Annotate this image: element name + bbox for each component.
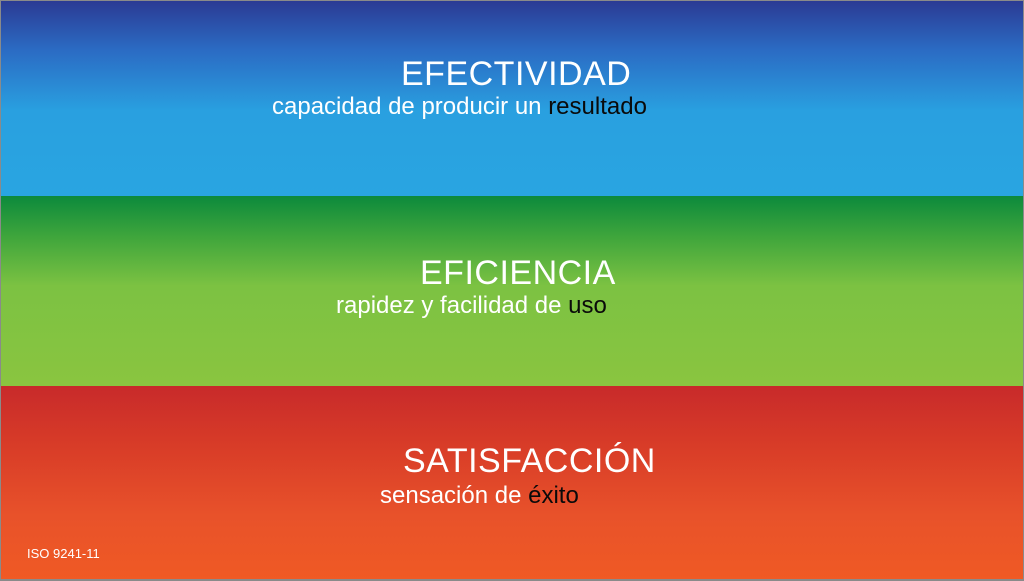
effectiveness-subtitle-key: resultado <box>548 93 647 120</box>
effectiveness-subtitle-lead: capacidad de producir un <box>272 93 549 120</box>
satisfaction-subtitle-key: éxito <box>528 482 579 509</box>
iso-reference-footnote: ISO 9241-11 <box>27 546 100 561</box>
effectiveness-subtitle <box>272 95 647 119</box>
satisfaction-title: SATISFACCIÓN <box>403 442 656 480</box>
efficiency-subtitle <box>336 294 607 318</box>
efficiency-subtitle-key: uso <box>568 292 607 319</box>
efficiency-subtitle-lead: rapidez y facilidad de <box>336 292 569 319</box>
efficiency-title: EFICIENCIA <box>420 254 616 292</box>
effectiveness-title: EFECTIVIDAD <box>401 55 632 93</box>
satisfaction-subtitle <box>380 484 579 508</box>
satisfaction-subtitle-lead: sensación de <box>380 482 529 509</box>
